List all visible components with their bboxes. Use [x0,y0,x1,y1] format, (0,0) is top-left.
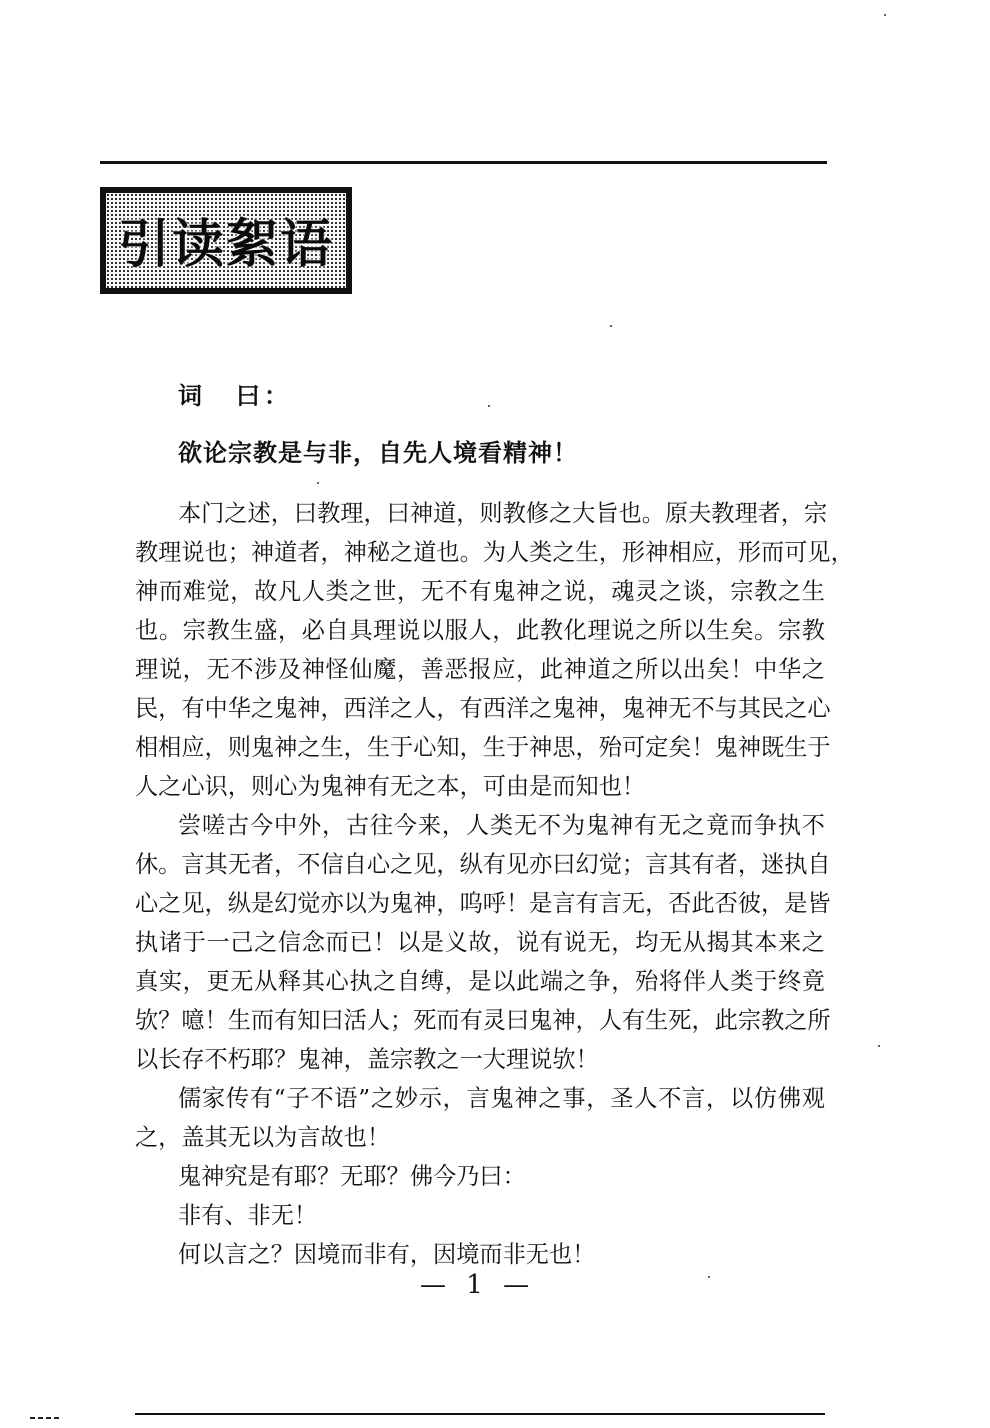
yue-label: 曰： [236,382,292,410]
body-line: 鬼神究是有耶？无耶？佛今乃曰： [178,1163,526,1190]
body-line: 神而难觉，故凡人类之世，无不有鬼神之说，魂灵之谈，宗教之生 [135,578,825,605]
ci-yue-heading [178,384,292,408]
title-box [100,187,352,294]
scan-speck [610,325,612,327]
body-line: 以长存不朽耶？鬼神，盖宗教之一大理说欤！ [135,1046,599,1073]
body-line: 相相应，则鬼神之生，生于心知，生于神思，殆可定矣！鬼神既生于 [135,734,831,761]
title-screen [106,193,346,288]
verse-line: 欲论宗教是与非，自先人境看精神！ [178,439,578,467]
body-line: 执诸于一己之信念而已！以是义故，说有说无，均无从揭其本来之 [135,929,825,956]
body-line: 教理说也；神道者，神秘之道也。为人类之生，形神相应，形而可见， [135,539,854,566]
body-line: 儒家传有“子不语”之妙示，言鬼神之事，圣人不言，以仿佛观 [178,1085,825,1112]
scan-speck [317,482,319,484]
scan-speck [878,1045,880,1047]
body-line: 非有、非无！ [178,1202,318,1229]
scan-speck [488,405,490,407]
footer-mark [30,1417,60,1419]
body-line: 也。宗教生盛，必自具理说以服人，此教化理说之所以生矣。宗教 [135,617,825,644]
top-rule [100,161,827,164]
ci-label: 词 [178,382,206,410]
body-line: 心之见，纵是幻觉亦以为鬼神，呜呼！是言有言无，否此否彼，是皆 [135,890,831,917]
body-line: 民，有中华之鬼神，西洋之人，有西洋之鬼神，鬼神无不与其民之心 [135,695,831,722]
scan-speck [884,14,886,16]
body-line: 何以言之？因境而非有，因境而非无也！ [178,1241,596,1268]
body-line: 理说，无不涉及神怪仙魔，善恶报应，此神道之所以出矣！中华之 [135,656,825,683]
section-title: 引读絮语 [117,214,334,275]
bottom-rule [135,1413,825,1415]
body-line: 本门之述，曰教理，曰神道，则教修之大旨也。原夫教理者，宗 [178,500,828,527]
body-line: 休。言其无者，不信自心之见，纵有见亦曰幻觉；言其有者，迷执自 [135,851,831,878]
body-line: 尝嗟古今中外，古往今来，人类无不为鬼神有无之竟而争执不 [178,812,825,839]
body-line: 人之心识，则心为鬼神有无之本，可由是而知也！ [135,773,646,800]
body-line: 之，盖其无以为言故也！ [135,1124,391,1151]
body-line: 欤？噫！生而有知曰活人；死而有灵曰鬼神，人有生死，此宗教之所 [135,1007,831,1034]
body-line: 真实，更无从释其心执之自缚，是以此端之争，殆将伴人类于终竟 [135,968,825,995]
scan-speck [708,1276,710,1278]
page-number: — 1 — [420,1270,536,1300]
